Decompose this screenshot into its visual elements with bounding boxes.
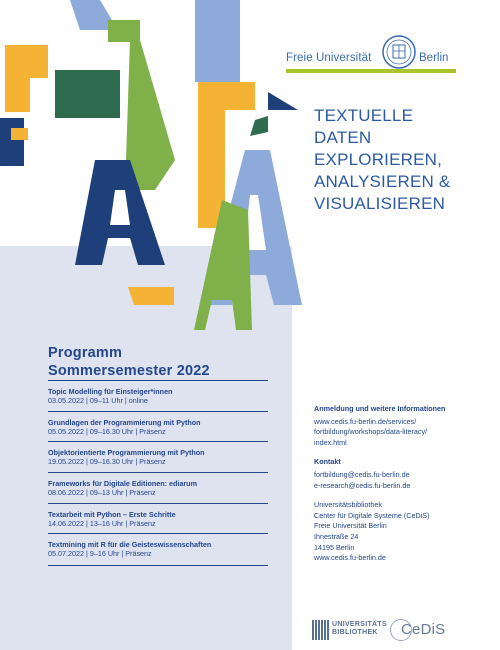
shape-navy-triangle xyxy=(268,92,298,110)
registration-url-line[interactable]: index.html xyxy=(314,437,347,447)
shape-light-blue-right-bar xyxy=(195,0,240,82)
event-details: 03.05.2022 | 09–11 Uhr | online xyxy=(48,396,148,405)
event-title: Grundlagen der Programmierung mit Python xyxy=(48,417,201,427)
library-logo-line1: UNIVERSITÄTS xyxy=(332,621,387,628)
registration-block xyxy=(314,404,494,448)
headline-line: TEXTUELLE xyxy=(314,106,414,125)
address-line: Ihnestraße 24 xyxy=(314,531,359,541)
shape-orange-small xyxy=(11,128,28,140)
address-block xyxy=(314,500,494,564)
address-line: 14195 Berlin xyxy=(314,542,355,552)
headline-line: VISUALISIEREN xyxy=(314,194,446,213)
event-details: 08.06.2022 | 09–13 Uhr | Präsenz xyxy=(48,488,156,498)
shape-orange-bottom xyxy=(128,287,174,305)
library-logo-text xyxy=(332,621,387,637)
shape-navy-left-block xyxy=(0,118,24,166)
shape-dark-green-small xyxy=(250,116,268,136)
headline xyxy=(314,105,494,215)
event-title: Topic Modelling für Einsteiger*innen xyxy=(48,387,173,396)
shape-orange-top-left xyxy=(5,45,48,112)
program-title-line2: Sommersemester 2022 xyxy=(48,363,210,379)
university-library-logo xyxy=(312,618,387,642)
event-details: 19.05.2022 | 09–16.30 Uhr | Präsenz xyxy=(48,457,166,467)
fu-berlin-seal-icon xyxy=(381,34,417,70)
info-column xyxy=(314,404,494,573)
event-details: 05.05.2022 | 09–16.30 Uhr | Präsenz xyxy=(48,426,166,436)
website-link[interactable]: www.cedis.fu-berlin.de xyxy=(314,553,386,563)
headline-line: EXPLORIEREN, xyxy=(314,150,443,169)
event-item xyxy=(48,472,268,503)
shape-green-top-small xyxy=(108,20,140,42)
headline-line: ANALYSIEREN & xyxy=(314,172,451,191)
event-title: Textmining mit R für die Geisteswissenschaften xyxy=(48,540,212,550)
registration-url-line[interactable]: www.cedis.fu-berlin.de/services/ xyxy=(314,416,417,426)
event-item xyxy=(48,411,268,442)
event-item xyxy=(48,380,268,411)
event-title: Objektorientierte Programmierung mit Python xyxy=(48,448,205,458)
shape-dark-green-bowl xyxy=(55,70,120,118)
registration-url-line[interactable]: fortbildung/workshops/data-literacy/ xyxy=(314,427,428,437)
university-name-left: Freie Universität xyxy=(286,52,372,64)
event-list xyxy=(48,380,268,566)
contact-email[interactable]: e-research@cedis.fu-berlin.de xyxy=(314,480,411,490)
address-line: Universitätsbibliothek xyxy=(314,500,382,510)
address-line: Center für Digitale Systeme (CeDiS) xyxy=(314,510,430,520)
event-details: 14.06.2022 | 13–16 Uhr | Präsenz xyxy=(48,518,156,528)
address-line: Freie Universität Berlin xyxy=(314,521,387,531)
event-item xyxy=(48,503,268,534)
event-item xyxy=(48,441,268,472)
event-title: Textarbeit mit Python – Erste Schritte xyxy=(48,509,176,519)
contact-email[interactable]: fortbildung@cedis.fu-berlin.de xyxy=(314,469,410,479)
fu-berlin-logo xyxy=(286,34,460,74)
university-name-right: Berlin xyxy=(419,52,449,64)
data-letters-artwork xyxy=(0,0,310,335)
cedis-logo xyxy=(390,618,460,644)
fu-green-bar xyxy=(286,69,456,73)
headline-line: DATEN xyxy=(314,128,372,147)
program-title-line1: Programm xyxy=(48,345,123,361)
library-bars-icon xyxy=(312,620,330,640)
cedis-logo-text: CeDiS xyxy=(401,621,446,638)
event-details: 05.07.2022 | 9–16 Uhr | Präsenz xyxy=(48,549,152,559)
registration-heading: Anmeldung und weitere Informationen xyxy=(314,404,446,413)
contact-heading: Kontakt xyxy=(314,457,341,467)
program-title xyxy=(48,344,278,380)
event-title: Frameworks für Digitale Editionen: ediarum xyxy=(48,479,197,489)
contact-block xyxy=(314,457,494,491)
event-item xyxy=(48,533,268,566)
library-logo-line2: BIBLIOTHEK xyxy=(332,629,378,636)
